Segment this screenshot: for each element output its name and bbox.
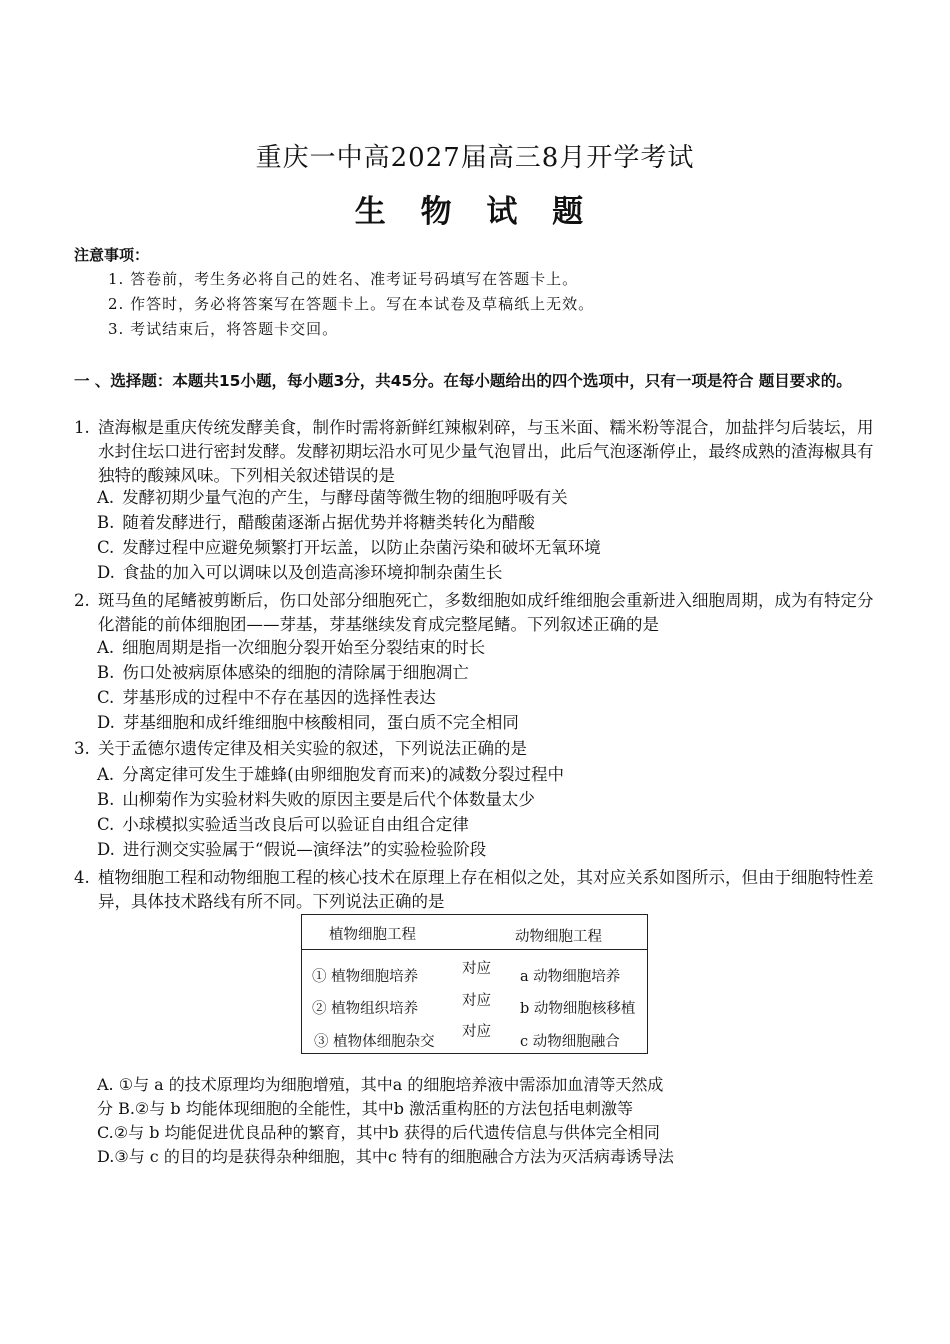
question-stem: 渣海椒是重庆传统发酵美食，制作时需将新鲜红辣椒剁碎，与玉米面、糯米粉等混合，加盐拌匀后装坛，用水封住坛口进行密封发酵。发酵初期坛沿水可见少量气泡冒出，此后气泡逐渐停止，最终成熟的渣海椒具有独特的酸辣风味。下列相关叙述错误的是: [98, 418, 874, 485]
table-mid-cell: 对应: [462, 1024, 491, 1040]
page-subtitle: 生 物 试 题: [354, 194, 596, 230]
table-left-cell: ② 植物组织培养: [312, 1001, 419, 1017]
option-3b: [97, 788, 535, 812]
option-label: D.: [97, 840, 115, 859]
question-number: 2.: [74, 591, 90, 610]
option-text: 小球模拟实验适当改良后可以验证自由组合定律: [122, 815, 469, 834]
option-2a: [97, 636, 485, 660]
option-1b: [97, 511, 535, 535]
option-text: 发酵初期少量气泡的产生，与酵母菌等微生物的细胞呼吸有关: [122, 488, 568, 507]
option-2d: [97, 711, 519, 735]
table-left-cell: ③ 植物体细胞杂交: [314, 1034, 435, 1050]
question-number: 3.: [74, 739, 90, 758]
table-mid-cell: 对应: [462, 961, 491, 977]
option-text: 随着发酵进行，醋酸菌逐渐占据优势并将糖类转化为醋酸: [122, 513, 535, 532]
correspondence-table: [301, 914, 648, 1054]
option-label: D.: [97, 563, 115, 582]
option-3a: [97, 763, 564, 787]
section-heading: 一 、选择题：本题共15小题，每小题3分，共45分。在每小题给出的四个选项中，只有一项是符合 题目要求的。: [74, 372, 852, 390]
option-1d: [97, 561, 502, 585]
option-1c: [97, 536, 601, 560]
option-4d: D.③与 c 的目的均是获得杂种细胞，其中c 特有的细胞融合方法为灭活病毒诱导法: [97, 1147, 674, 1166]
table-right-cell: a 动物细胞培养: [520, 969, 621, 985]
question-2: [74, 589, 879, 637]
option-label: B.: [97, 663, 115, 682]
option-label: D.: [97, 713, 115, 732]
option-1a: [97, 486, 568, 510]
question-number: 1.: [74, 418, 90, 437]
option-label: C.: [97, 815, 115, 834]
option-text: 山柳菊作为实验材料失败的原因主要是后代个体数量太少: [122, 790, 535, 809]
option-text: 细胞周期是指一次细胞分裂开始至分裂结束的时长: [122, 638, 486, 657]
option-2b: [97, 661, 469, 685]
option-label: A.: [97, 765, 115, 784]
option-text: 芽基细胞和成纤维细胞中核酸相同，蛋白质不完全相同: [122, 713, 519, 732]
option-3c: [97, 813, 469, 837]
option-2c: [97, 686, 436, 710]
notice-item: 3. 考试结束后，将答题卡交回。: [108, 320, 339, 338]
table-left-header: 植物细胞工程: [329, 927, 416, 943]
question-4: [74, 866, 879, 914]
option-text: 分离定律可发生于雄蜂(由卵细胞发育而来)的减数分裂过程中: [122, 765, 565, 784]
question-1: [74, 416, 879, 488]
question-3: [74, 737, 879, 761]
question-number: 4.: [74, 868, 90, 887]
option-text: 伤口处被病原体感染的细胞的清除属于细胞凋亡: [122, 663, 469, 682]
option-4c: C.②与 b 均能促进优良品种的繁育，其中b 获得的后代遗传信息与供体完全相同: [97, 1123, 660, 1142]
option-text: 芽基形成的过程中不存在基因的选择性表达: [122, 688, 436, 707]
table-mid-cell: 对应: [462, 993, 491, 1009]
notice-item: 2. 作答时，务必将答案写在答题卡上。写在本试卷及草稿纸上无效。: [108, 295, 595, 313]
table-right-header: 动物细胞工程: [515, 929, 602, 945]
question-stem: 斑马鱼的尾鳍被剪断后，伤口处部分细胞死亡，多数细胞如成纤维细胞会重新进入细胞周期，成为有特定分化潜能的前体细胞团——芽基，芽基继续发育成完整尾鳍。下列叙述正确的是: [98, 591, 874, 634]
option-label: C.: [97, 688, 115, 707]
option-label: B.: [97, 790, 115, 809]
notice-heading: 注意事项：: [74, 246, 150, 264]
question-stem: 关于孟德尔遗传定律及相关实验的叙述，下列说法正确的是: [98, 739, 527, 758]
option-3d: [97, 838, 486, 862]
table-right-cell: b 动物细胞核移植: [520, 1001, 636, 1017]
option-label: A.: [97, 638, 115, 657]
option-label: B.: [97, 513, 115, 532]
option-4a: A. ①与 a 的技术原理均为细胞增殖，其中a 的细胞培养液中需添加血清等天然成: [97, 1075, 664, 1094]
option-text: 发酵过程中应避免频繁打开坛盖，以防止杂菌污染和破坏无氧环境: [122, 538, 601, 557]
notice-item: 1. 答卷前，考生务必将自己的姓名、准考证号码填写在答题卡上。: [108, 270, 579, 288]
table-right-cell: c 动物细胞融合: [520, 1034, 620, 1050]
question-stem: 植物细胞工程和动物细胞工程的核心技术在原理上存在相似之处，其对应关系如图所示，但由于细胞特性差异，具体技术路线有所不同。下列说法正确的是: [98, 868, 874, 911]
option-text: 食盐的加入可以调味以及创造高渗环境抑制杂菌生长: [122, 563, 503, 582]
option-text: 进行测交实验属于“假说—演绎法”的实验检验阶段: [122, 840, 487, 859]
option-label: C.: [97, 538, 115, 557]
option-4b: 分 B.②与 b 均能体现细胞的全能性，其中b 激活重构胚的方法包括电刺激等: [97, 1099, 634, 1118]
page-title: 重庆一中高2027届高三8月开学考试: [255, 143, 695, 173]
option-label: A.: [97, 488, 115, 507]
table-left-cell: ① 植物细胞培养: [312, 969, 419, 985]
table-divider: [302, 949, 647, 950]
